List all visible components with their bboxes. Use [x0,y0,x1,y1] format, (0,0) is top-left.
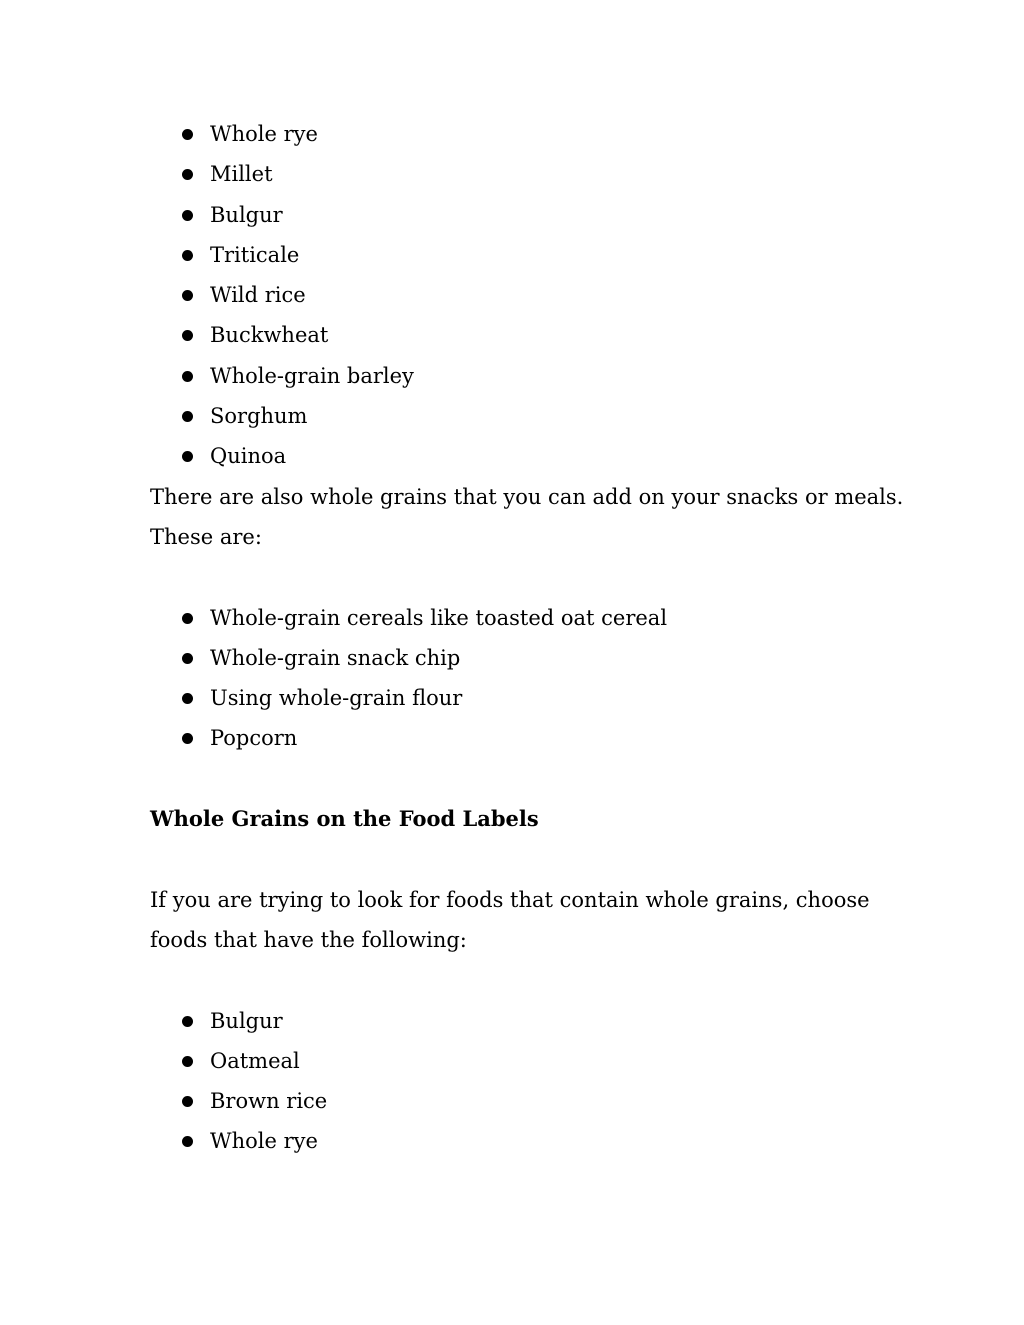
bullet-icon [182,250,193,261]
list-item [150,356,890,396]
list-item [150,598,890,638]
list-item-text: Whole-grain barley [210,363,414,388]
snacks-paragraph-line-2: These are: [150,524,262,549]
list-item-text: Wild rice [210,283,306,308]
spacer [150,557,890,597]
list-item-text: Quinoa [210,444,287,469]
snacks-list [150,598,890,759]
list-item [150,1001,890,1041]
list-item-text: Using whole-grain flour [210,686,463,711]
list-item-text: Bulgur [210,202,283,227]
bullet-icon [182,210,193,221]
list-item-text: Triticale [210,242,300,267]
list-item-text: Buckwheat [210,323,329,348]
labels-paragraph-line-1: If you are trying to look for foods that contain whole grains, choose [150,887,870,912]
bullet-icon [182,129,193,140]
list-item [150,315,890,355]
page-content [150,114,904,1162]
list-item-text: Whole-grain snack chip [210,645,461,670]
bullet-icon [182,1056,193,1067]
bullet-icon [182,1096,193,1107]
food-label-list [150,1001,890,1162]
list-item [150,1081,890,1121]
list-item [150,396,890,436]
bullet-icon [182,169,193,180]
list-item [150,275,890,315]
whole-grains-list [150,114,890,477]
list-item-text: Oatmeal [210,1048,300,1073]
list-item [150,1121,890,1161]
snacks-paragraph-line-1: There are also whole grains that you can add on your snacks or meals. [150,484,904,509]
bullet-icon [182,330,193,341]
list-item [150,154,890,194]
list-item-text: Whole-grain cereals like toasted oat cereal [210,605,668,630]
bullet-icon [182,613,193,624]
bullet-icon [182,1136,193,1147]
spacer [150,759,890,799]
bullet-icon [182,290,193,301]
spacer [150,960,890,1000]
list-item [150,436,890,476]
list-item [150,718,890,758]
list-item-text: Whole rye [210,122,318,146]
spacer [150,839,890,879]
list-item-text: Brown rice [210,1089,328,1114]
bullet-icon [182,653,193,664]
list-item-text: Millet [210,162,273,187]
list-item [150,114,890,154]
bullet-icon [182,411,193,422]
bullet-icon [182,733,193,744]
list-item-text: Bulgur [210,1008,283,1033]
list-item [150,638,890,678]
list-item [150,1041,890,1081]
bullet-icon [182,693,193,704]
bullet-icon [182,1016,193,1027]
list-item-text: Sorghum [210,404,308,429]
list-item [150,235,890,275]
bullet-icon [182,451,193,462]
list-item [150,195,890,235]
section-heading: Whole Grains on the Food Labels [150,806,539,832]
bullet-icon [182,371,193,382]
list-item-text: Whole rye [210,1129,318,1154]
list-item [150,678,890,718]
labels-paragraph-line-2: foods that have the following: [150,927,467,952]
list-item-text: Popcorn [210,726,298,751]
